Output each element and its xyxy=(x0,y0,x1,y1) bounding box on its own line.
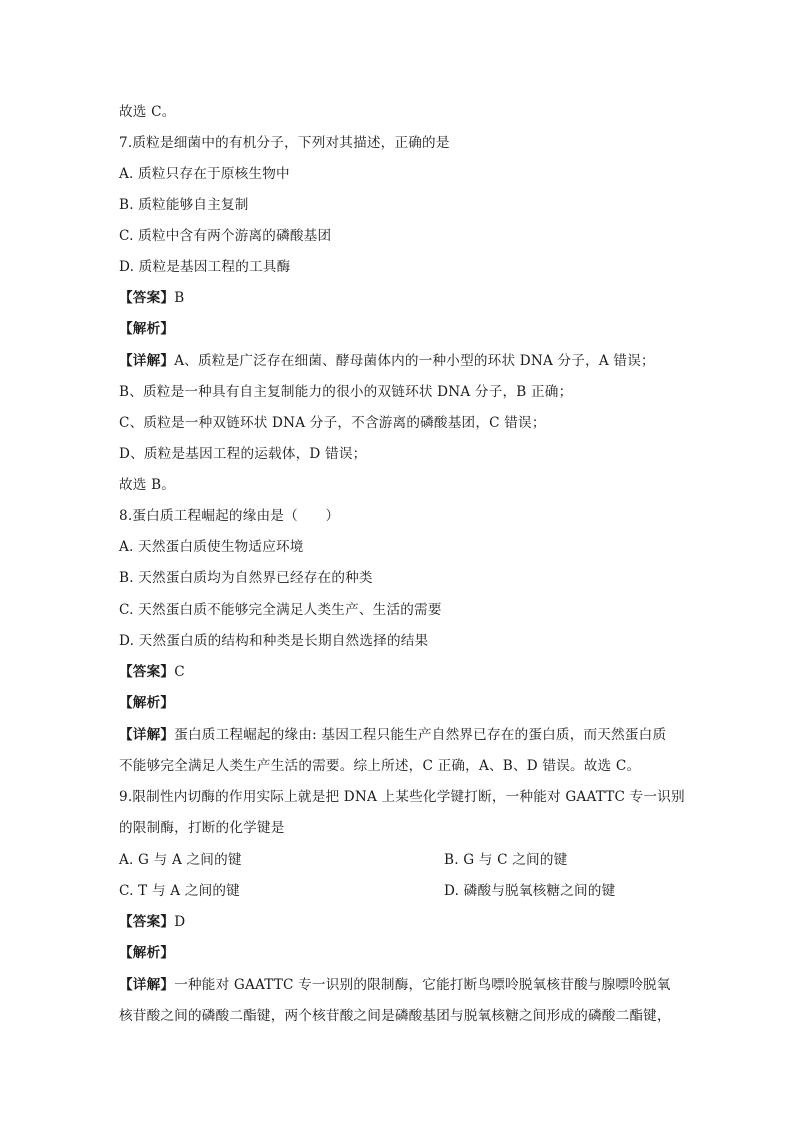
detail-label: 【详解】 xyxy=(119,727,175,743)
question-8-option-a: A. 天然蛋白质使生物适应环境 xyxy=(119,539,304,555)
detail-label: 【详解】 xyxy=(119,353,175,369)
question-7-option-b: B. 质粒能够自主复制 xyxy=(119,197,249,213)
question-8-answer xyxy=(119,662,185,682)
question-8-detail-2: 不能够完全满足人类生产生活的需要。综上所述，C 正确，A、B、D 错误。故选 C。 xyxy=(119,758,641,774)
answer-value: C xyxy=(174,664,185,680)
question-9-option-d: D. 磷酸与脱氧核糖之间的键 xyxy=(444,883,616,899)
question-9-detail-1 xyxy=(119,975,671,995)
question-8-analysis-label: 【解析】 xyxy=(119,695,175,711)
question-7-detail-2: B、质粒是一种具有自主复制能力的很小的双链环状 DNA 分子，B 正确； xyxy=(119,384,573,400)
question-9-answer xyxy=(119,912,185,932)
question-7-stem: 7.质粒是细菌中的有机分子，下列对其描述，正确的是 xyxy=(119,135,450,151)
detail-text: 一种能对 GAATTC 专一识别的限制酶，它能打断鸟嘌呤脱氧核苷酸与腺嘌呤脱氧 xyxy=(174,977,671,993)
question-8-stem: 8.蛋白质工程崛起的缘由是（ ） xyxy=(119,508,340,524)
question-9-stem-1: 9.限制性内切酶的作用实际上就是把 DNA 上某些化学键打断，一种能对 GAATTC 专一识别 xyxy=(119,789,685,805)
question-8-option-b: B. 天然蛋白质均为自然界已经存在的种类 xyxy=(119,570,373,586)
question-7-detail-4: D、质粒是基因工程的运载体，D 错误； xyxy=(119,446,367,462)
answer-label: 【答案】 xyxy=(119,664,175,680)
question-8-option-d: D. 天然蛋白质的结构和种类是长期自然选择的结果 xyxy=(119,633,429,649)
question-7-option-a: A. 质粒只存在于原核生物中 xyxy=(119,166,290,182)
question-9-detail-2: 核苷酸之间的磷酸二酯键，两个核苷酸之间是磷酸基团与脱氧核糖之间形成的磷酸二酯键， xyxy=(119,1008,671,1024)
answer-label: 【答案】 xyxy=(119,290,175,306)
detail-text: 蛋白质工程崛起的缘由: 基因工程只能生产自然界已存在的蛋白质，而天然蛋白质 xyxy=(174,727,667,743)
question-7-analysis-label: 【解析】 xyxy=(119,321,175,337)
question-7-detail-3: C、质粒是一种双链环状 DNA 分子，不含游离的磷酸基团，C 错误； xyxy=(119,415,546,431)
question-9-option-a: A. G 与 A 之间的键 xyxy=(119,852,242,868)
detail-text: A、质粒是广泛存在细菌、酵母菌体内的一种小型的环状 DNA 分子，A 错误； xyxy=(174,353,655,369)
question-8-detail-1 xyxy=(119,725,666,745)
detail-label: 【详解】 xyxy=(119,977,175,993)
question-9-analysis-label: 【解析】 xyxy=(119,945,175,961)
question-7-answer xyxy=(119,288,184,308)
question-7-option-c: C. 质粒中含有两个游离的磷酸基团 xyxy=(119,228,332,244)
answer-label: 【答案】 xyxy=(119,914,175,930)
answer-value: B xyxy=(174,290,185,306)
question-8-option-c: C. 天然蛋白质不能够完全满足人类生产、生活的需要 xyxy=(119,602,442,618)
question-9-stem-2: 的限制酶，打断的化学键是 xyxy=(119,820,285,836)
question-9-option-c: C. T 与 A 之间的键 xyxy=(119,883,240,899)
answer-value: D xyxy=(174,914,186,930)
question-7-detail-1 xyxy=(119,351,655,371)
question-9-option-b: B. G 与 C 之间的键 xyxy=(444,852,568,868)
question-7-conclusion: 故选 B。 xyxy=(119,477,176,493)
text-line: 故选 C。 xyxy=(119,104,176,120)
question-7-option-d: D. 质粒是基因工程的工具酶 xyxy=(119,259,291,275)
